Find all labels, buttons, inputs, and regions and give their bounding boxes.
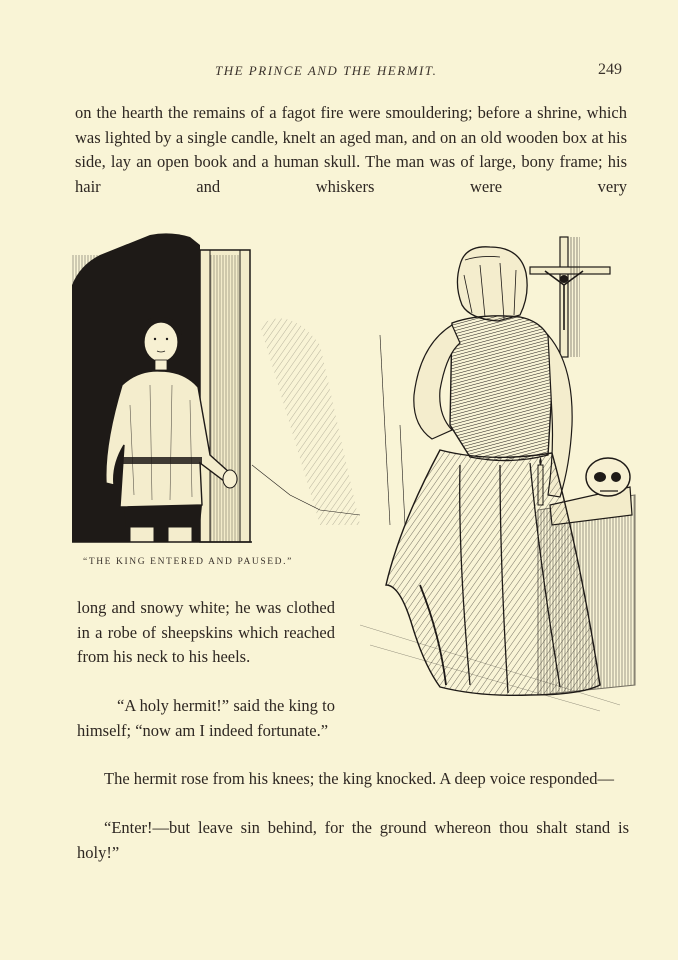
paragraph-2: long and snowy white; he was clothed in a robe of sheepskins which reached from his neck to his heels. (77, 598, 335, 666)
paragraph-5: “Enter!—but leave sin behind, for the ground whereon thou shalt stand is holy!” (77, 818, 629, 862)
running-title: THE PRINCE AND THE HERMIT. (215, 63, 438, 78)
paragraph-3: “A holy hermit!” said the king to himself; “now am I indeed fortunate.” (77, 696, 335, 740)
illustration-caption: “THE KING ENTERED AND PAUSED.” (83, 557, 293, 567)
paragraph-1: on the hearth the remains of a fagot fire were smouldering; before a shrine, which was lighted by a single candle, knelt an aged man, and on an old wooden box at his side, lay an open book and a human skull. The man was of large, bony frame; his hair and whiskers were very (75, 103, 627, 196)
paragraph-4: The hermit rose from his knees; the king knocked. A deep voice responded— (104, 769, 614, 788)
page-number: 249 (598, 61, 622, 78)
